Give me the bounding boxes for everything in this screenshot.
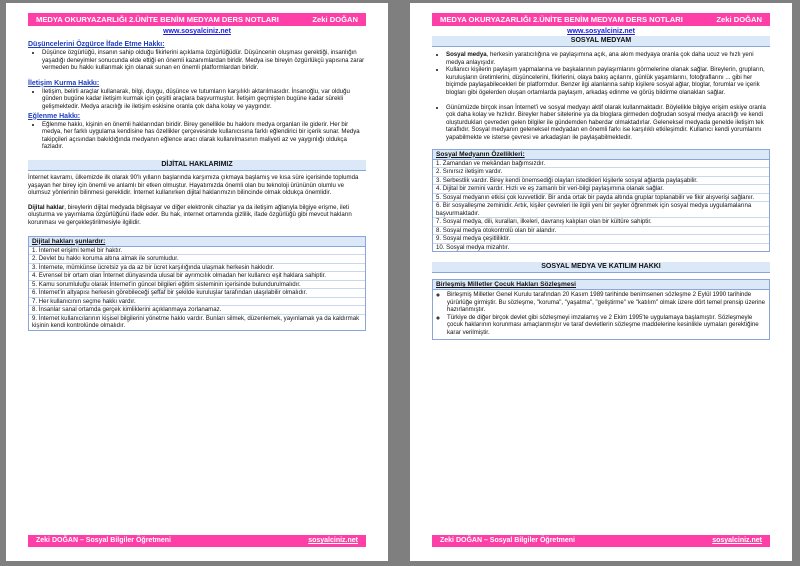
- list-item: • İletişim, belirli araçlar kullanarak, bilgi, duygu, düşünce ve tutumların karşılıklı aktarılmasıdır. İnsanoğlu, var olduğu günden bugüne kadar iletişim kurmak için çeşitli araçlara başvurmuştur. İletişim geçmişten bugüne kadar sürekli gelişmektedir. Medya aracılığı ile iletişim eskisine oranla çok daha kolay ve yaygındır.: [42, 88, 366, 111]
- box-row: 5. Sosyal medyanın etkisi çok kuvvetlidir. Bir anda ortak bir payda altında gruplar toplanabilir ve fikir alışverişi sağlanır.: [433, 194, 769, 203]
- convention-box: [432, 279, 770, 340]
- box-row: 7. Sosyal medya, dili, kuralları, ilkeleri, davranış kalıpları olan bir kültüre sahiptir.: [433, 218, 769, 227]
- footer-link[interactable]: sosyalciniz.net: [308, 537, 358, 544]
- section-bar: DİJİTAL HAKLARIMIZ: [28, 160, 366, 171]
- page-header: [28, 13, 366, 26]
- bullet-list: [28, 49, 366, 72]
- site-link[interactable]: www.sosyalciniz.net: [163, 28, 231, 35]
- list-item: • Günümüzde birçok insan İnternet'i ve sosyal medyayı aktif olarak kullanmaktadır. Böylelikle bilgiye erişim eskiye oranla çok daha kolay ve hızlıdır. Bireyler haber sitelerine ya da bloglara girmeden doğrudan sosyal medya aracılığı ve kendi oluşturdukları çevreden gelen bilgiler ile gündemden haberdar olmaktadırlar. Geleneksel medyada genelde iletişim tek taraflıdır. Sosyal medyanın geleneksel medyadan en önemli farkı ise karşılıklı etkileşimdir. Kullanıcı kendi yorumlarını yapabilmekte ve isterse çevresi ve arkadaşları ile paylaşabilmektedir.: [446, 104, 770, 142]
- page-header: [432, 13, 770, 26]
- section-heading: Düşüncelerini Özgürce İfade Etme Hakkı:: [28, 41, 165, 48]
- bullet-list: [28, 88, 366, 111]
- paragraph-text: , bireylerin dijital medyada bilgisayar ve diğer elektronik cihazlar ya da iletişim ağlarıyla bilgiye erişme, ileti oluşturma ve yayımlama özgürlüğünü ifade eder. Bu hak, internet ortamında gizlilik, ifade özgürlüğü gibi mevcut hakların korunması ve gerçekleştirilmesiyle ilgilidir.: [28, 203, 352, 226]
- header-title: MEDYA OKURYAZARLIĞI 2.ÜNİTE BENİM MEDYAM DERS NOTLARI: [440, 15, 683, 24]
- box-row: 9. Sosyal medya çeşitliliktir.: [433, 235, 769, 244]
- footer-link[interactable]: sosyalciniz.net: [712, 537, 762, 544]
- list-item: [446, 51, 770, 66]
- list-item: ◦ Türkiye de diğer birçok devlet gibi sözleşmeyi imzalamış ve 2 Ekim 1995'te uygulamaya başlamıştır. Sözleşmeyle çocuk haklarının korunması amaçlanmıştır ve taraf devletlerin sözleşme maddelerine kesinlikle uymaları gerektiğine karar verilmiştir.: [447, 314, 766, 337]
- page-footer: [432, 535, 770, 547]
- list-item-text: , herkesin yaratıcılığına ve paylaşımına açık, ana akım medyaya oranla çok daha ucuz ve hızlı yeni medya anlayışıdır.: [446, 51, 754, 66]
- bullet-list: [433, 290, 769, 339]
- bullet-list: [432, 104, 770, 142]
- section-bar: SOSYAL MEDYAM: [432, 36, 770, 47]
- section-heading: Eğlenme Hakkı:: [28, 112, 81, 120]
- header-author: Zeki DOĞAN: [312, 15, 358, 24]
- left-page: [6, 3, 388, 561]
- site-link[interactable]: www.sosyalciniz.net: [567, 28, 635, 35]
- header-title: MEDYA OKURYAZARLIĞI 2.ÜNİTE BENİM MEDYAM DERS NOTLARI: [36, 15, 279, 24]
- box-row: 2. Sınırsız iletişim vardır.: [433, 168, 769, 177]
- box-row: 8. İnsanlar sanal ortamda gerçek kimliklerini açıklanmaya zorlanamaz.: [29, 306, 365, 315]
- box-row: 8. Sosyal medya otokontrolü olan bir alandır.: [433, 227, 769, 236]
- bold-term: Dijital haklar: [28, 203, 65, 211]
- box-heading: Sosyal Medyanın Özellikleri:: [433, 150, 769, 160]
- header-author: Zeki DOĞAN: [716, 15, 762, 24]
- box-row: 2. Devlet bu hakkı koruma altına almak ile sorumludur.: [29, 255, 365, 264]
- list-item: ◦ Birleşmiş Milletler Genel Kurulu tarafından 20 Kasım 1989 tarihinde benimsenen sözleşme 2 Eylül 1990 tarihinde yürürlüğe girmiştir. Bu sözleşme, "koruma", "yaşatma", "geliştirme" ve "katılım" olmak üzere dört temel prensip üzerine hazırlanmıştır.: [447, 291, 766, 314]
- rights-box: [28, 236, 366, 331]
- bullet-list: [432, 51, 770, 97]
- box-row: 4. Evrensel bir ortam olan İnternet dünyasında ulusal bir ayrımcılık olmadan her kullanıcı eşit haklara sahiptir.: [29, 272, 365, 281]
- box-row: 3. Serbestlik vardır. Birey kendi önemsediği olayları istedikleri kişilerle sosyal ağlarda paylaşabilir.: [433, 177, 769, 186]
- paragraph: İnternet kavramı, ülkemizde ilk olarak 90'lı yılların başlarında karşımıza çıkmaya başlamış ve kısa süre içerisinde toplumda yaşayan her birey için önemli ve anlamlı bir etken olmuştur. Hayatımızda önemli olan bu teknoloji ürününün olumlu ve olumsuz yönlerinin bilinmesi gereklidir. İnternet kullanırken dijital haklarımızın bilincinde olmak oldukça önemlidir.: [28, 173, 359, 197]
- box-row: 9. İnternet kullanıcılarının kişisel bilgilerini yönetme hakkı vardır. Bunları silmek, düzenlemek, yayınlamak ya da kaldırmak kişinin kendi kontrolünde olmalıdır.: [32, 314, 360, 329]
- bullet-list: [28, 121, 366, 151]
- box-row: 5. Kamu sorumluluğu olarak İnternet'in güncel bilgileri eğitim sisteminin içerisinde bulundurulmalıdır.: [29, 281, 365, 290]
- page-footer: [28, 535, 366, 547]
- box-row: 6. İnternet'in altyapısı herkesin görebileceği şeffaf bir şekilde kuruluşlar tarafından ulaşılabilir olmalıdır.: [29, 289, 365, 298]
- list-item: • Düşünce özgürlüğü, insanın sahip olduğu fikirlerini açıklama özgürlüğüdür. Düşüncenin oluşması gerektiği, insanlığın yaşadığı deneyimler sonucunda elde ettiği en önemli kazanımlardan biridir. Medya ise bireyin özgürlükçü yapısına zarar vermeden bu hakkı kullanmak için olanak sunan en önemli platformlardan biridir.: [42, 49, 366, 72]
- list-item: • Kullanıcı kişilerin paylaşım yapmalarına ve başkalarının paylaşımlarını görmelerine olanak sağlar. Bireylerin, grupların, kuruluşların üretimlerini, düşüncelerini, fikirlerini, olaya bakış açılarını, günlük yaşamlarını, fotoğraflarını ... gibi her biçimde paylaşabilecekleri bir platformdur. Benzer ilgi alanlarına sahip kişilere sosyal ağlar, bloglar, forumlar ve içerik blogları gibi ögelerden oluşan ortamlarda paylaşım, arkadaş edinme ve görüş bildirme olanakları sağlar.: [446, 66, 770, 96]
- box-row: 1. Zamandan ve mekândan bağımsızdır.: [433, 160, 769, 169]
- features-box: [432, 149, 770, 253]
- box-row: 3. İnternete, mümkünse ücretsiz ya da az bir ücret karşılığında ulaşmak herkesin hakkıdır.: [29, 264, 365, 273]
- bold-term: Sosyal medya: [446, 51, 487, 58]
- footer-author: Zeki DOĞAN – Sosyal Bilgiler Öğretmeni: [36, 537, 171, 544]
- right-page: [410, 3, 792, 561]
- box-row: 10. Sosyal medya mizahtır.: [436, 243, 510, 251]
- box-heading: Birleşmiş Milletler Çocuk Hakları Sözleşmesi: [433, 280, 769, 290]
- footer-author: Zeki DOĞAN – Sosyal Bilgiler Öğretmeni: [440, 537, 575, 544]
- box-heading: Dijital hakları şunlardır:: [29, 237, 365, 247]
- section-heading: İletişim Kurma Hakkı:: [28, 79, 100, 87]
- list-item: • Eğlenme hakkı, kişinin en önemli haklarından biridir. Birey genellikle bu hakkını medya organları ile giderir. Her bir medya, her farklı uygulama kendisine has özellikler çerçevesinde kullanıcısına farklı eğlendirici bir içerik sunar. Medya takipçileri açısından bakıldığında medyanın eğlence aracı olarak kullanılmasının maliyeti az ve yaygınlığı oldukça fazladır.: [42, 121, 366, 151]
- box-row: 1. İnternet erişimi temel bir haktır.: [29, 247, 365, 256]
- box-row: 7. Her kullanıcının seçme hakkı vardır.: [29, 298, 365, 307]
- section-bar: SOSYAL MEDYA VE KATILIM HAKKI: [432, 262, 770, 273]
- box-row: 6. Bir sosyalleşme zeminidir. Artık, kişiler çevreleri ile ilgili yeni bir şeyler öğrenmek için sosyal medya uygulamalarına başvurmaktadır.: [433, 202, 769, 218]
- box-row: 4. Dijital bir zemini vardır. Hızlı ve eş zamanlı bir veri-bilgi paylaşımına olanak sağlar.: [433, 185, 769, 194]
- paragraph: [28, 204, 366, 227]
